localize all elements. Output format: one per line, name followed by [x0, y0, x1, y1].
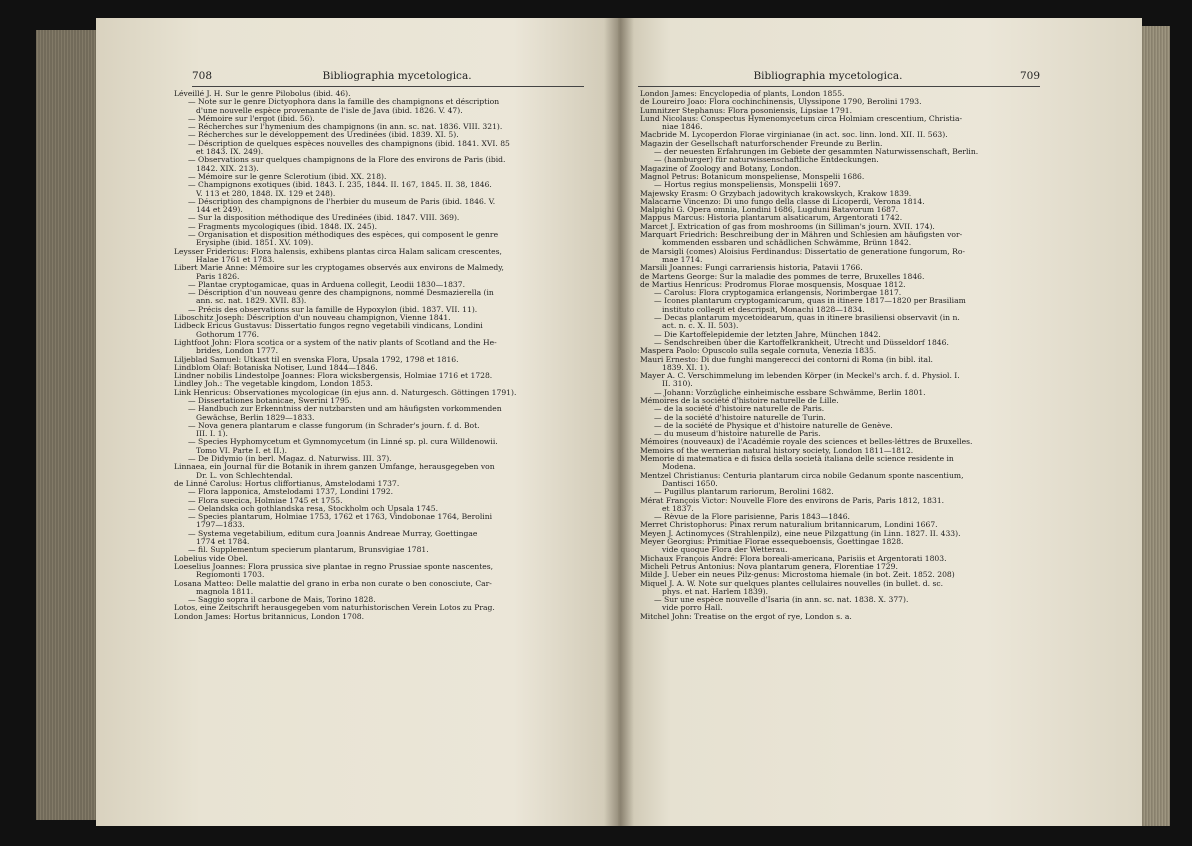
page-number: 709 [1019, 70, 1040, 82]
bibliography-entry: Liboschitz Joseph: Déscription d'un nouveau champignon, Vienne 1841. [174, 314, 451, 323]
bibliography-entry: Marquart Friedrich: Beschreibung der in Mähren und Schlesien am häufigsten vor- [640, 231, 963, 240]
bibliography-sub-entry: — Species Hyphomycetum et Gymnomycetum (in Linné sp. pl. cura Willdenowii. [188, 438, 498, 447]
bibliography-entry: Linnaea, ein Journal für die Botanik in ihrem ganzen Umfange, herausgegeben von [174, 463, 495, 472]
bibliography-entry-continuation: vide quoque Flora der Wetterau. [662, 546, 788, 555]
book-gutter [604, 18, 634, 826]
bibliography-sub-entry: — Die Kartoffelepidemie der letzten Jahre, München 1842. [654, 330, 881, 339]
bibliography-entry: Mayer A. C. Verschimmelung im lebenden Körper (in Meckel's arch. f. d. Physiol. I. [640, 372, 960, 381]
bibliography-entry: Lobelius vide Obel. [174, 554, 248, 563]
bibliography-sub-entry: — Flora lapponica, Amstelodami 1737, Londini 1792. [188, 488, 394, 497]
bibliography-entry: de Loureiro Joao: Flora cochinchinensis, Ulyssipone 1790, Berolini 1793. [640, 98, 922, 107]
bibliography-sub-entry: — Mémoire sur le genre Sclerotium (ibid. XX. 218). [188, 172, 387, 181]
bibliography-entry: Losana Matteo: Delle malattie del grano in erba non curate o ben conosciute, Car- [174, 579, 492, 588]
bibliography-entry-continuation: 1839. XI. 1). [662, 363, 710, 372]
bibliography-entry: Leysser Fridericus: Flora halensis, exhibens plantas circa Halam salicam crescentes, [174, 247, 502, 256]
bibliography-list [640, 90, 1060, 621]
left-page-header [192, 70, 582, 82]
bibliography-entry-continuation: niae 1846. [662, 123, 703, 132]
bibliography-sub-entry: — de la société d'histoire naturelle de Paris. [654, 405, 825, 414]
bibliography-sub-entry: — du museum d'histoire naturelle de Paris. [654, 430, 821, 439]
bibliography-entry-continuation: V. 113 et 280, 1848. IX. 129 et 248). [196, 189, 336, 198]
bibliography-entry: Mérat François Victor: Nouvelle Flore des environs de Paris, Paris 1812, 1831. [640, 496, 945, 505]
bibliography-sub-entry: — Mémoire sur l'ergot (ibid. 56). [188, 114, 315, 123]
bibliography-entry: Lidbeck Ericus Gustavus: Dissertatio fungos regno vegetabili vindicans, Londini [174, 322, 483, 331]
bibliography-entry-continuation: Gewächse, Berlin 1829—1833. [196, 413, 315, 422]
bibliography-entry: Mauri Ernesto: Di due funghi mangerecci dei contorni di Roma (in bibl. ital. [640, 355, 933, 364]
bibliography-entry-continuation: II. 310). [662, 380, 693, 389]
bibliography-sub-entry: — Flora suecica, Holmiae 1745 et 1755. [188, 496, 343, 505]
bibliography-entry-continuation: Modena. [662, 463, 696, 472]
bibliography-entry: Magnol Petrus: Botanicum monspeliense, Monspelii 1686. [640, 172, 865, 181]
bibliography-entry-continuation: et 1843. IX. 249). [196, 148, 264, 157]
bibliography-entry: Michaux François André: Flora boreali-americana, Parisiis et Argentorati 1803. [640, 554, 947, 563]
bibliography-entry: Magazin der Gesellschaft naturforschender Freunde zu Berlin. [640, 139, 883, 148]
bibliography-entry: Memorie di matematica e di fisica della società italiana delle science residente in [640, 455, 954, 464]
bibliography-sub-entry: — Récherches sur le développement des Uredinées (ibid. 1839. XI. 5). [188, 131, 459, 140]
bibliography-entry: Loeselius Joannes: Flora prussica sive plantae in regno Prussiae sponte nascentes, [174, 562, 494, 571]
left-page [96, 18, 618, 826]
bibliography-entry: Marsili Joannes: Fungi carrariensis historia, Patavii 1766. [640, 264, 863, 273]
page-number: 708 [192, 70, 213, 82]
bibliography-sub-entry: — Oelandska och gothlandska resa, Stockholm och Upsala 1745. [188, 504, 439, 513]
bibliography-entry-continuation: instituto collegit et descripsit, Monachi 1828—1834. [662, 305, 865, 314]
right-page-edges [1140, 26, 1170, 826]
bibliography-sub-entry: — Champignons exotiques (ibid. 1843. I. 235, 1844. II. 167, 1845. II. 38, 1846. [188, 181, 492, 190]
bibliography-entry: Marcet J. Extrication of gas from moshrooms (in Silliman's journ. XVII. 174). [640, 222, 935, 231]
bibliography-sub-entry: — Observations sur quelques champignons de la Flore des environs de Paris (ibid. [188, 156, 506, 165]
bibliography-sub-entry: — Saggio sopra il carbone de Mais, Torino 1828. [188, 596, 376, 605]
bibliography-entry: Micheli Petrus Antonius: Nova plantarum genera, Florentiae 1729. [640, 562, 898, 571]
bibliography-sub-entry: — Hortus regius monspeliensis, Monspelii 1697. [654, 181, 841, 190]
right-page [618, 18, 1142, 826]
bibliography-sub-entry: — Sur la disposition méthodique des Uredinées (ibid. 1847. VIII. 369). [188, 214, 460, 223]
bibliography-sub-entry: — Decas plantarum mycetoidearum, quas in itinere brasiliensi observavit (in n. [654, 314, 960, 323]
bibliography-sub-entry: — der neuesten Erfahrungen im Gebiete der gesammten Naturwissenschaft, Berlin. [654, 148, 979, 157]
bibliography-entry: Memoirs of the wernerian natural history society, London 1811—1812. [640, 446, 914, 455]
bibliography-entry: Majewsky Erasm: O Grzybach jadowitych krakowskych, Krakow 1839. [640, 189, 912, 198]
bibliography-entry: Magazine of Zoology and Botany, London. [640, 164, 802, 173]
bibliography-sub-entry: — fil. Supplementum specierum plantarum, Brunsvigiae 1781. [188, 546, 429, 555]
bibliography-sub-entry: — Handbuch zur Erkenntniss der nutzbarsten und am häufigsten vorkommenden [188, 405, 502, 414]
bibliography-entry: Mentzel Christianus: Centuria plantarum circa nobile Gedanum sponte nascentium, [640, 471, 964, 480]
bibliography-entry: Mémoires (nouveaux) de l'Académie royale des sciences et belles-léttres de Bruxelles. [640, 438, 973, 447]
bibliography-sub-entry: — Déscription d'un nouveau genre des champignons, nommé Desmazierella (in [188, 289, 494, 298]
bibliography-entry: Macbride M. Lycoperdon Florae virginianae (in act. soc. linn. lond. XII. II. 563). [640, 131, 948, 140]
left-page-edges [36, 30, 98, 820]
bibliography-entry-continuation: vide porro Hall. [662, 604, 723, 613]
bibliography-entry-continuation: d'une nouvelle espèce provenante de l'isle de Java (ibid. 1826. V. 47). [196, 106, 463, 115]
bibliography-entry-continuation: 1842. XIX. 213). [196, 164, 259, 173]
bibliography-sub-entry: — Sur une espèce nouvelle d'Isaria (in ann. sc. nat. 1838. X. 377). [654, 596, 909, 605]
bibliography-entry-continuation: phys. et nat. Harlem 1839). [662, 587, 769, 596]
bibliography-sub-entry: — Nova genera plantarum e classe fungorum (in Schrader's journ. f. d. Bot. [188, 421, 480, 430]
bibliography-entry-continuation: III. I. 1). [196, 430, 228, 439]
bibliography-entry-continuation: magnola 1811. [196, 587, 254, 596]
bibliography-sub-entry: — Fragments mycologiques (ibid. 1848. IX. 245). [188, 222, 378, 231]
bibliography-sub-entry: — Rèvue de la Flore parisienne, Paris 1843—1846. [654, 513, 850, 522]
bibliography-entry: Mitchel John: Treatise on the ergot of rye, London s. a. [640, 612, 852, 621]
running-title: Bibliographia mycetologica. [753, 70, 903, 82]
bibliography-entry: Miquel J. A. W. Note sur quelques plantes cellulaires nouvelles (in bullet. d. sc. [640, 579, 944, 588]
bibliography-entry: Libert Marie Anne: Mémoire sur les cryptogames observés aux environs de Malmedy, [174, 264, 504, 273]
bibliography-entry-continuation: Tomo VI. Parte I. et II.). [196, 446, 288, 455]
header-rule [638, 86, 1040, 87]
bibliography-sub-entry: — Dissertationes botanicae, Swerini 1795. [188, 396, 352, 405]
bibliography-entry-continuation: 1774 et 1784. [196, 538, 250, 547]
bibliography-entry: Liljeblad Samuel: Utkast til en svenska Flora, Upsala 1792, 1798 et 1816. [174, 355, 459, 364]
bibliography-sub-entry: — Précis des observations sur la famille de Hypoxylon (ibid. 1837. VII. 11). [188, 305, 478, 314]
bibliography-entry: Malpighi G. Opera omnia, Londini 1686, Lugduni Batavorum 1687. [640, 206, 899, 215]
bibliography-entry: London James: Encyclopedia of plants, London 1855. [640, 90, 845, 98]
bibliography-sub-entry: — Déscription de quelques espèces nouvelles des champignons (ibid. 1841. XVI. 85 [188, 139, 510, 148]
bibliography-entry: Léveillé J. H. Sur le genre Pilobolus (ibid. 46). [174, 90, 351, 98]
bibliography-entry-continuation: et 1837. [662, 504, 694, 513]
bibliography-entry: Milde J. Ueber ein neues Pilz-genus: Microstoma hiemale (in bot. Zeit. 1852. 208) [640, 571, 955, 580]
bibliography-entry-continuation: Paris 1826. [196, 272, 240, 281]
right-page-header [636, 70, 1040, 82]
bibliography-entry: Lund Nicolaus: Conspectus Hymenomycetum circa Holmiam crescentium, Christia- [640, 114, 963, 123]
bibliography-sub-entry: — Carolus: Flora cryptogamica erlangensis, Norimbergae 1817. [654, 289, 902, 298]
bibliography-entry: Lindley Joh.: The vegetable kingdom, London 1853. [174, 380, 373, 389]
bibliography-entry: London James: Hortus britannicus, London 1708. [174, 612, 365, 621]
running-title: Bibliographia mycetologica. [322, 70, 472, 82]
bibliography-entry: Meyen J. Actinomyces (Strahlenpilz), eine neue Pilzgattung (in Linn. 1827. II. 433). [640, 529, 961, 538]
bibliography-entry-continuation: Dantisci 1650. [662, 479, 718, 488]
bibliography-entry: de Marsigli (comes) Aloisius Ferdinandus: Dissertatio de generatione fungorum, Ro- [640, 247, 965, 256]
bibliography-entry-continuation: 1797—1833. [196, 521, 245, 530]
bibliography-sub-entry: — de la société de Physique et d'histoire naturelle de Genève. [654, 421, 893, 430]
bibliography-sub-entry: — Pugillus plantarum rariorum, Berolini 1682. [654, 488, 834, 497]
bibliography-entry-continuation: Dr. L. von Schlechtendal. [196, 471, 293, 480]
bibliography-entry-continuation: ann. sc. nat. 1829. XVII. 83). [196, 297, 307, 306]
bibliography-entry: Lightfoot John: Flora scotica or a system of the nativ plants of Scotland and the He- [174, 338, 497, 347]
bibliography-sub-entry: — Plantae cryptogamicae, quas in Arduena collegit, Leodii 1830—1837. [188, 280, 465, 289]
bibliography-sub-entry: — De Didymio (in berl. Magaz. d. Naturwiss. III. 37). [188, 455, 392, 464]
bibliography-entry-continuation: Gothorum 1776. [196, 330, 260, 339]
bibliography-entry-continuation: 144 et 249). [196, 206, 243, 215]
bibliography-sub-entry: — Note sur le genre Dictyophora dans la famille des champignons et déscription [188, 98, 500, 107]
bibliography-sub-entry: — Johann: Vorzügliche einheimische essbare Schwämme, Berlin 1801. [654, 388, 926, 397]
bibliography-list [174, 90, 594, 621]
bibliography-entry: Link Henricus: Observationes mycologicae (in ejus ann. d. Naturgesch. Göttingen 1791). [174, 388, 517, 397]
bibliography-entry: Malacarne Vincenzo: Di uno fungo della classe di Licoperdi, Verona 1814. [640, 197, 925, 206]
bibliography-entry-continuation: Erysiphe (ibid. 1851. XV. 109). [196, 239, 314, 248]
bibliography-sub-entry: — Sendschreiben über die Kartoffelkrankheit, Utrecht und Düsseldorf 1846. [654, 338, 949, 347]
bibliography-entry: de Martius Henricus: Prodromus Florae mosquensis, Mosquae 1812. [640, 280, 906, 289]
header-rule [192, 86, 584, 87]
bibliography-sub-entry: — Systema vegetabilium, editum cura Joannis Andreae Murray, Goettingae [188, 529, 478, 538]
bibliography-sub-entry: — Récherches sur l'hymenium des champignons (in ann. sc. nat. 1836. VIII. 321). [188, 123, 503, 132]
bibliography-entry: Lumnitzer Stephanus: Flora posoniensis, Lipsiae 1791. [640, 106, 853, 115]
bibliography-sub-entry: — Déscription des champignons de l'herbier du museum de Paris (ibid. 1846. V. [188, 197, 496, 206]
bibliography-entry-continuation: Halae 1761 et 1783. [196, 255, 275, 264]
bibliography-entry: Lindblom Olaf: Botaniska Notiser, Lund 1844—1846. [174, 363, 378, 372]
bibliography-entry-continuation: Regiomonti 1703. [196, 571, 265, 580]
bibliography-entry: Meyer Georgius: Primitiae Florae essequeboensis, Goettingae 1828. [640, 538, 904, 547]
bibliography-entry: Lindner nobilis Lindestolpe Joannes: Flora wicksbergensis, Holmiae 1716 et 1728. [174, 372, 493, 381]
bibliography-sub-entry: — Organisation et disposition méthodiques des espèces, qui composent le genre [188, 231, 499, 240]
bibliography-sub-entry: — Icones plantarum cryptogamicarum, quas in itinere 1817—1820 per Brasiliam [654, 297, 966, 306]
bibliography-sub-entry: — Species plantarum, Holmiae 1753, 1762 et 1763, Vindobonae 1764, Berolini [188, 513, 493, 522]
bibliography-entry: Merret Christophorus: Pinax rerum naturalium britannicarum, Londini 1667. [640, 521, 938, 530]
bibliography-entry: Maspera Paolo: Opuscolo sulla segale cornuta, Venezia 1835. [640, 347, 877, 356]
bibliography-entry-continuation: mae 1714. [662, 255, 703, 264]
bibliography-entry: de Linné Carolus: Hortus cliffortianus, Amstelodami 1737. [174, 479, 400, 488]
bibliography-entry-continuation: brides, London 1777. [196, 347, 278, 356]
bibliography-entry: de Martens George: Sur la maladie des pommes de terre, Bruxelles 1846. [640, 272, 925, 281]
bibliography-sub-entry: — de la société d'histoire naturelle de Turin. [654, 413, 826, 422]
bibliography-entry: Mémoires de la société d'histoire naturelle de Lille. [640, 396, 839, 405]
bibliography-entry-continuation: act. n. c. X. II. 503). [662, 322, 739, 331]
bibliography-sub-entry: — (hamburger) für naturwissenschaftliche Entdeckungen. [654, 156, 879, 165]
bibliography-entry: Lotos, eine Zeitschrift herausgegeben vom naturhistorischen Verein Lotos zu Prag. [174, 604, 495, 613]
bibliography-entry: Mappus Marcus: Historia plantarum alsaticarum, Argentorati 1742. [640, 214, 903, 223]
bibliography-entry-continuation: kommenden essbaren und schädlichen Schwämme, Brünn 1842. [662, 239, 912, 248]
